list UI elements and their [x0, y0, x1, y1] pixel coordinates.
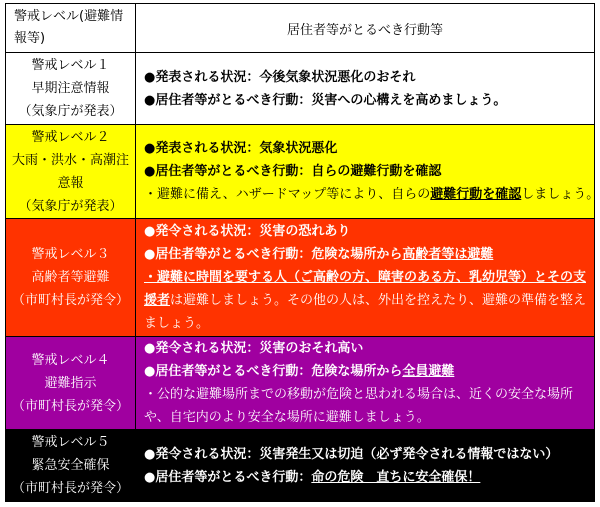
level-4-info: 避難指示	[44, 375, 97, 391]
level-5-info: 緊急安全確保	[31, 458, 110, 473]
level-4-situation: ●発令される状況：災害のおそれ高い	[144, 341, 364, 356]
level-2-note	[144, 183, 600, 206]
level-3-row	[6, 219, 595, 337]
level-2-name	[6, 125, 136, 219]
level-1-description	[136, 53, 595, 125]
level-4-action-pre: ●居住者等がとるべき行動：危険な場所から	[144, 364, 403, 379]
level-4-name	[6, 337, 136, 430]
level-3-name	[6, 219, 136, 337]
level-1-row	[6, 53, 595, 125]
level-2-info-line2: 意報	[57, 175, 84, 191]
level-1-action: ●居住者等がとるべき行動：災害への心構えを高めましょう。	[144, 92, 507, 108]
level-5-situation: ●発令される状況：災害発生又は切迫（必ず発令される情報ではない）	[144, 446, 559, 462]
level-1-situation: ●発表される状況：今後気象状況悪化のおそれ	[144, 69, 416, 85]
level-5-name	[6, 430, 136, 502]
level-5-action-emphasis: 命の危険 直ちに安全確保！	[311, 469, 481, 485]
level-2-row	[6, 125, 595, 219]
table-header-row	[6, 4, 595, 53]
header-level-line1: 警戒レベル(避難情	[14, 9, 124, 24]
level-5-action	[144, 466, 588, 489]
level-2-title: 警戒レベル２	[31, 129, 110, 145]
level-5-issuer: （市町村長が発令）	[11, 481, 129, 496]
level-4-description	[136, 337, 595, 430]
level-4-action	[144, 360, 588, 383]
level-3-action-emphasis: 高齢者等は避難	[402, 247, 494, 262]
level-4-issuer: （市町村長が発令）	[11, 398, 129, 414]
level-2-info-line1: 大雨・洪水・高潮注	[11, 152, 129, 168]
warning-level-table	[5, 3, 600, 502]
level-2-note-emphasis: 避難行動を確認	[430, 187, 522, 202]
level-3-note-post: は避難しましょう。その他の人は、外出を控えたり、避難の準備を整えましょう。	[144, 293, 587, 331]
level-5-description	[136, 430, 595, 502]
level-3-description	[136, 219, 595, 337]
level-1-title: 警戒レベル１	[31, 58, 110, 73]
level-2-description	[136, 125, 600, 219]
header-action-column: 居住者等がとるべき行動等	[136, 4, 595, 53]
header-level-column	[6, 4, 136, 53]
level-2-action: ●居住者等がとるべき行動：自らの避難行動を確認	[144, 164, 442, 179]
level-2-situation: ●発表される状況：気象状況悪化	[144, 141, 338, 156]
level-5-action-pre: ●居住者等がとるべき行動：	[144, 469, 312, 485]
level-3-note	[144, 266, 588, 335]
level-3-issuer: （市町村長が発令）	[11, 293, 129, 308]
header-level-line2: 報等)	[14, 31, 46, 46]
level-3-situation: ●発令される状況：災害の恐れあり	[144, 224, 351, 239]
level-2-issuer: （気象庁が発表）	[18, 198, 123, 214]
level-3-title: 警戒レベル３	[31, 247, 110, 262]
level-3-note-emphasis: ・避難に時間を要する人（ご高齢の方、障害のある方、乳幼児等）とその支援者	[144, 270, 587, 308]
level-3-action	[144, 243, 588, 266]
level-1-name	[6, 53, 136, 125]
level-1-issuer: （気象庁が発表）	[18, 104, 123, 119]
level-4-title: 警戒レベル４	[31, 352, 110, 368]
level-2-note-pre: ・避難に備え、ハザードマップ等により、自らの	[144, 187, 431, 202]
level-4-action-emphasis: 全員避難	[402, 364, 455, 379]
level-5-row	[6, 430, 595, 502]
level-1-info: 早期注意情報	[31, 81, 110, 96]
level-3-action-pre: ●居住者等がとるべき行動：危険な場所から	[144, 247, 403, 262]
level-3-info: 高齢者等避難	[31, 270, 110, 285]
level-2-note-post: しましょう。	[521, 187, 600, 202]
level-4-row	[6, 337, 595, 430]
level-5-title: 警戒レベル５	[31, 435, 110, 450]
level-4-note: ・公的な避難場所までの移動が危険と思われる場合は、近くの安全な場所や、自宅内のより安全な場所に避難しましょう。	[144, 387, 574, 425]
